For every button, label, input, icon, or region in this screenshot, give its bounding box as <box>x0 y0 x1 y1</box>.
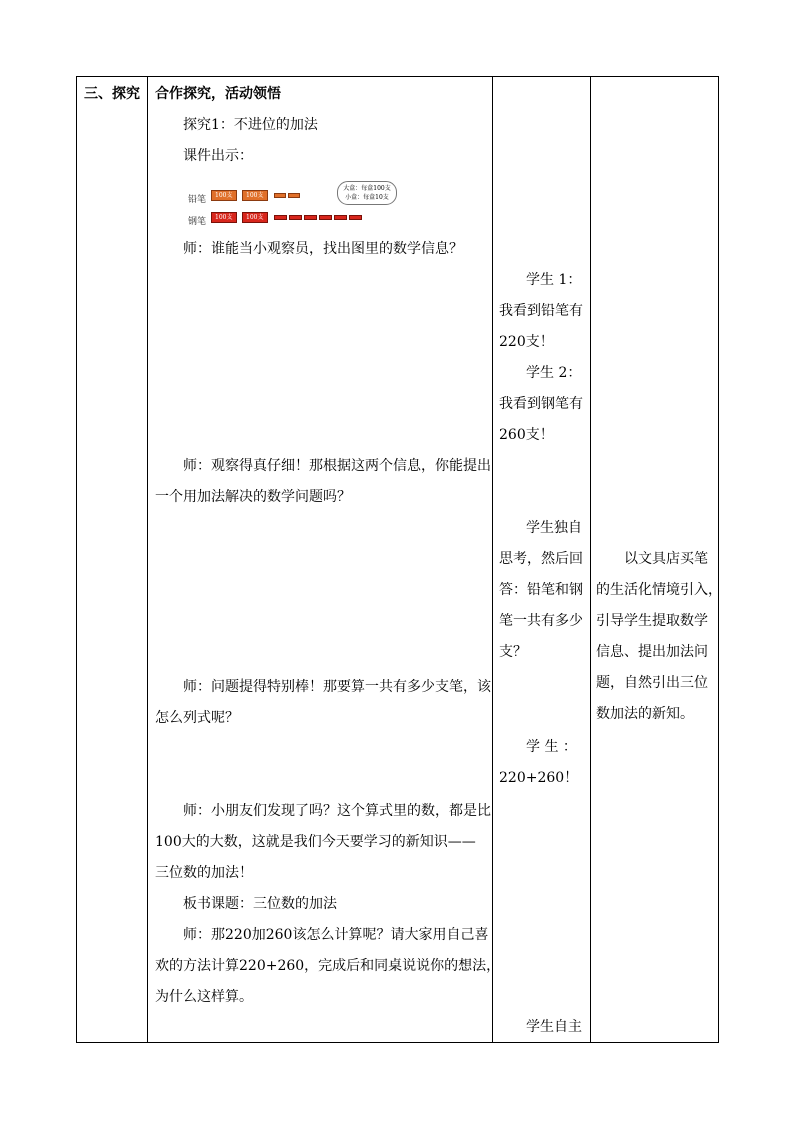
explore-title: 探究1：不进位的加法 <box>183 117 318 133</box>
pencil-big-box <box>242 190 268 201</box>
lesson-table <box>76 76 719 1043</box>
teacher-question-5-cont: 欢的方法计算220+260，完成后和同桌说说你的想法， <box>155 958 501 974</box>
box-text: 100支 <box>215 214 233 221</box>
teacher-question-4-cont: 100大的大数，这就是我们今天要学习的新知识—— <box>155 834 476 850</box>
column-divider <box>147 77 148 1042</box>
student-answer: 学生 1： <box>526 272 582 288</box>
pencil-small-box <box>274 193 286 198</box>
teacher-question-2-cont: 一个用加法解决的数学问题吗？ <box>155 489 351 505</box>
teacher-question-5: 师：那220加260该怎么计算呢？请大家用自己喜 <box>183 927 489 943</box>
pen-small-box <box>319 215 332 220</box>
student-answer: 220支！ <box>499 334 554 350</box>
student-answer: 260支！ <box>499 427 554 443</box>
design-intent: 信息、提出加法问 <box>596 644 708 660</box>
cloud-line: 大盒：每盒100支 <box>343 185 391 192</box>
design-intent: 的生活化情境引入， <box>596 582 722 598</box>
teacher-question-3: 师：问题提得特别棒！那要算一共有多少支笔，该 <box>183 679 491 695</box>
student-answer: 学生 2： <box>526 365 582 381</box>
student-answer: 答：铅笔和钢 <box>499 582 583 598</box>
teacher-question-4: 师：小朋友们发现了吗？这个算式里的数，都是比 <box>183 803 491 819</box>
pencil-small-box <box>288 193 300 198</box>
board-title: 板书课题：三位数的加法 <box>183 896 337 912</box>
design-intent: 数加法的新知。 <box>596 706 694 722</box>
cloud-line: 小盒：每盒10支 <box>345 194 389 201</box>
pen-small-box <box>334 215 347 220</box>
courseware-label: 课件出示： <box>183 148 253 164</box>
student-answer: 我看到铅笔有 <box>499 303 583 319</box>
pen-small-box <box>349 215 362 220</box>
column-divider <box>492 77 493 1042</box>
pencil-big-box <box>211 190 237 201</box>
teacher-question-2: 师：观察得真仔细！那根据这两个信息，你能提出 <box>183 458 491 474</box>
box-text: 100支 <box>215 192 233 199</box>
pen-label: 钢笔 <box>188 217 207 227</box>
section-label: 三、探究 <box>84 86 140 102</box>
pen-small-box <box>289 215 302 220</box>
teacher-question-4-cont: 三位数的加法！ <box>155 865 253 881</box>
box-text: 100支 <box>246 214 264 221</box>
column-divider <box>590 77 591 1042</box>
student-answer: 学 生 ： <box>526 739 577 755</box>
student-answer: 笔一共有多少 <box>499 613 583 629</box>
teacher-question-1: 师：谁能当小观察员，找出图里的数学信息？ <box>183 241 463 257</box>
pen-small-box <box>304 215 317 220</box>
design-intent: 引导学生提取数学 <box>596 613 708 629</box>
box-text: 100支 <box>246 192 264 199</box>
pencil-pen-illustration <box>184 181 394 227</box>
pen-small-box <box>274 215 287 220</box>
pencil-label: 铅笔 <box>188 195 207 205</box>
student-answer: 支？ <box>499 644 527 660</box>
design-intent: 以文具店买笔 <box>624 551 708 567</box>
activity-heading: 合作探究，活动领悟 <box>155 86 281 102</box>
pen-big-box <box>211 212 237 223</box>
student-answer: 思考，然后回 <box>499 551 583 567</box>
teacher-question-3-cont: 怎么列式呢？ <box>155 710 239 726</box>
design-intent: 题，自然引出三位 <box>596 675 708 691</box>
info-cloud <box>337 181 397 205</box>
student-answer: 学生独自 <box>526 520 582 536</box>
pen-big-box <box>242 212 268 223</box>
teacher-question-5-cont: 为什么这样算。 <box>155 989 253 1005</box>
student-answer: 学生自主 <box>526 1019 582 1035</box>
student-answer: 220+260！ <box>499 770 579 786</box>
student-answer: 我看到钢笔有 <box>499 396 583 412</box>
